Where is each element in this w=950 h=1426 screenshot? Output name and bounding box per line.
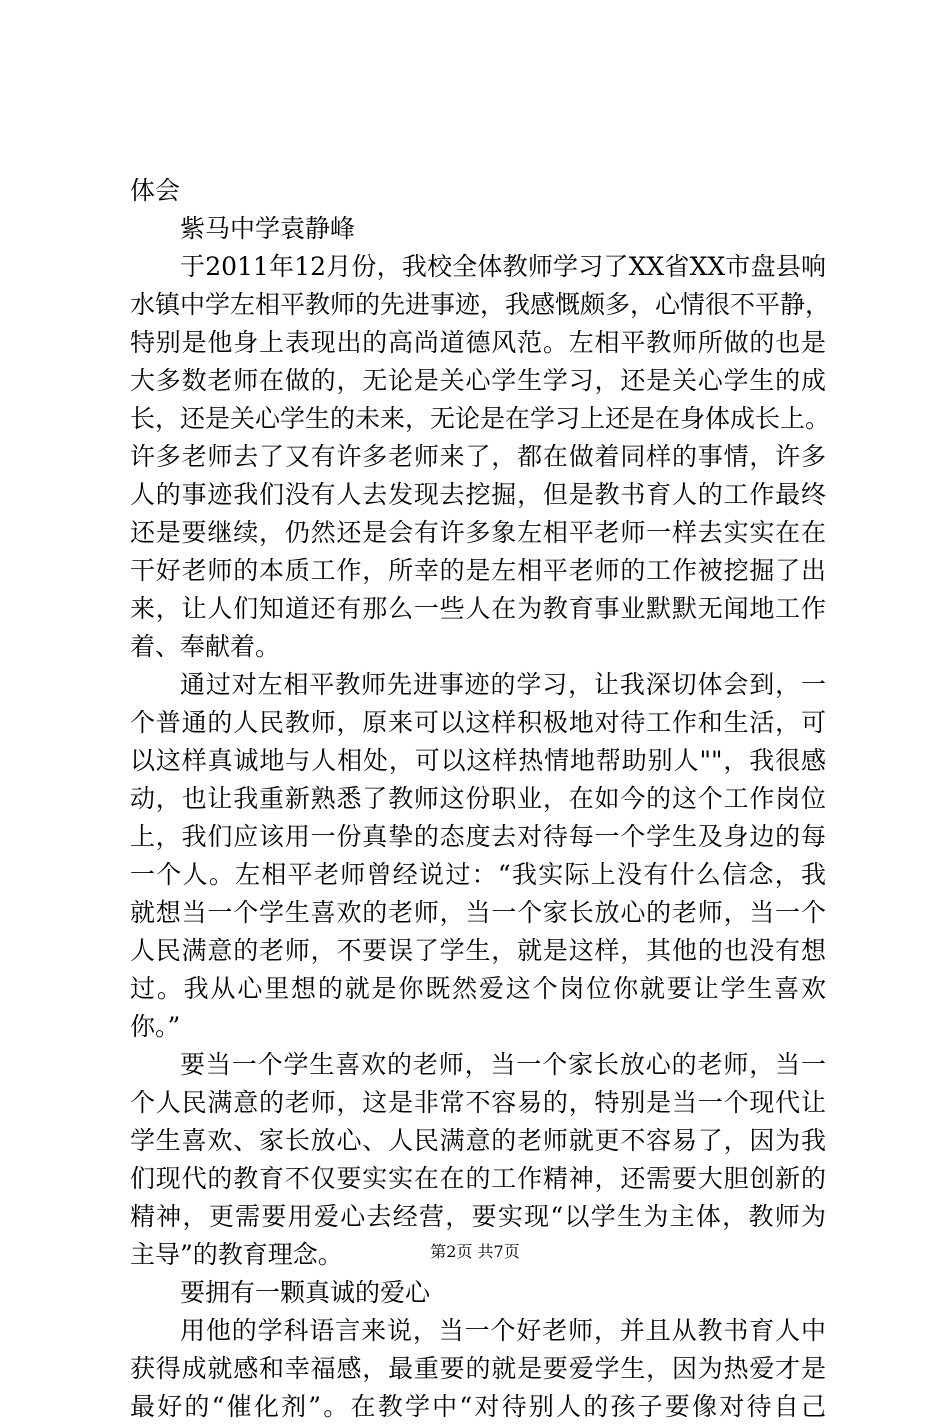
page-number: 第2页 共7页 [430,1242,520,1261]
text-line: 许多老师去了又有许多老师来了，都在做着同样的事情，许多 [130,442,826,471]
text-line: 还是要继续，仍然还是会有许多象左相平老师一样去实实在在 [130,518,826,547]
text-line: 特别是他身上表现出的高尚道德风范。左相平教师所做的也是 [130,328,826,357]
text-line: 们现代的教育不仅要实实在在的工作精神，还需要大胆创新的 [130,1164,826,1193]
text-line: 过。我从心里想的就是你既然爱这个岗位你就要让学生喜欢 [130,974,826,1003]
text-line: 长，还是关心学生的未来，无论是在学习上还是在身体成长上。 [130,404,831,433]
text-line: 最好的“催化剂”。在教学中“对待别人的孩子要像对待自己 [130,1392,826,1421]
text-line: 主导”的教育理念。 [130,1240,343,1269]
text-line: 学生喜欢、家长放心、人民满意的老师就更不容易了，因为我 [130,1126,826,1155]
document-body [130,172,831,1426]
text-line: 人的事迹我们没有人去发现去挖掘，但是教书育人的工作最终 [130,480,826,509]
text-line: 于2011年12月份，我校全体教师学习了XX省XX市盘县响 [180,252,826,281]
text-line: 个人民满意的老师，这是非常不容易的，特别是当一个现代让 [130,1088,826,1117]
page-footer [0,1242,950,1262]
text-line: 用他的学科语言来说，当一个好老师，并且从教书育人中 [180,1316,826,1345]
text-line: 体会 [130,176,181,205]
text-line: 精神，更需要用爱心去经营，要实现“以学生为主体，教师为 [130,1202,826,1231]
text-line: 干好老师的本质工作，所幸的是左相平老师的工作被挖掘了出 [130,556,826,585]
text-line: 以这样真诚地与人相处，可以这样热情地帮助别人""，我很感 [130,746,826,775]
author-line: 紫马中学袁静峰 [180,214,356,243]
text-line: 着、奉献着。 [130,632,281,661]
text-line: 就想当一个学生喜欢的老师，当一个家长放心的老师，当一个 [130,898,826,927]
text-line: 要当一个学生喜欢的老师，当一个家长放心的老师，当一 [180,1050,826,1079]
text-line: 上，我们应该用一份真挚的态度去对待每一个学生及身边的每 [130,822,826,851]
text-line: 你。” [130,1012,181,1041]
text-line: 通过对左相平教师先进事迹的学习，让我深切体会到，一 [180,670,826,699]
text-line: 个普通的人民教师，原来可以这样积极地对待工作和生活，可 [130,708,826,737]
text-line: 动，也让我重新熟悉了教师这份职业，在如今的这个工作岗位 [130,784,826,813]
section-heading: 要拥有一颗真诚的爱心 [180,1278,431,1307]
text-line: 大多数老师在做的，无论是关心学生学习，还是关心学生的成 [130,366,826,395]
text-line: 水镇中学左相平教师的先进事迹，我感慨颇多，心情很不平静， [130,290,831,319]
text-line: 人民满意的老师，不要误了学生，就是这样，其他的也没有想 [130,936,826,965]
text-line: 一个人。左相平老师曾经说过：“我实际上没有什么信念，我 [130,860,826,889]
text-line: 来，让人们知道还有那么一些人在为教育事业默默无闻地工作 [130,594,826,623]
text-line: 获得成就感和幸福感，最重要的就是要爱学生，因为热爱才是 [130,1354,826,1383]
